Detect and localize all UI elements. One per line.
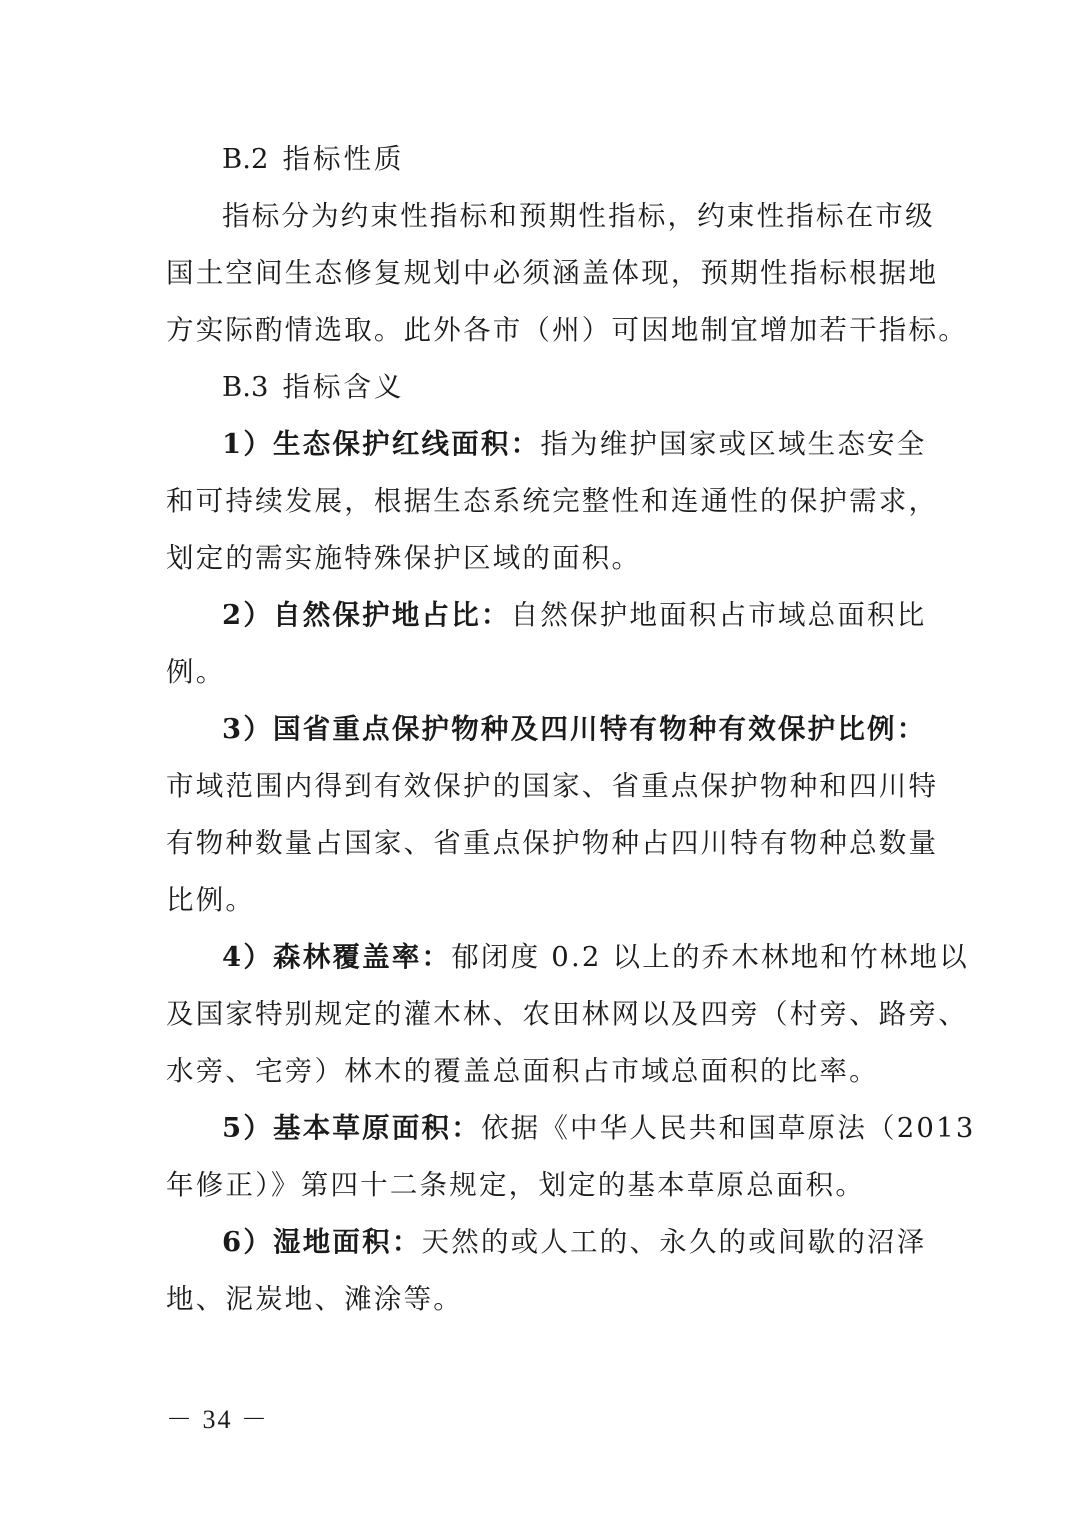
paragraph-line: 国土空间生态修复规划中必须涵盖体现，预期性指标根据地 (166, 257, 939, 289)
paragraph-line: 例。 (166, 656, 226, 688)
section-title: 指标性质 (282, 143, 405, 175)
paragraph-line: 年修正）》第四十二条规定，划定的基本草原总面积。 (166, 1169, 866, 1201)
paragraph-line: 及国家特别规定的灌木林、农田林网以及四旁（村旁、路旁、 (166, 998, 968, 1030)
indicator-definition: 天然的或人工的、永久的或间歇的沼泽 (421, 1226, 927, 1258)
indicator-definition: 郁闭度 0.2 以上的乔木林地和竹林地以 (451, 941, 969, 973)
indicator-term: 1）生态保护红线面积： (222, 428, 541, 460)
indicator-term: 3）国省重点保护物种及四川特有物种有效保护比例： (222, 713, 927, 745)
indicator-term: 5）基本草原面积： (222, 1112, 481, 1144)
indicator-item-1 (166, 416, 927, 473)
paragraph-line: 水旁、宅旁）林木的覆盖总面积占市域总面积的比率。 (166, 1055, 879, 1087)
paragraph-line: 划定的需实施特殊保护区域的面积。 (166, 542, 642, 574)
section-number: B.2 (222, 143, 269, 175)
indicator-term: 6）湿地面积： (222, 1226, 422, 1258)
indicator-term: 4）森林覆盖率： (222, 941, 452, 973)
indicator-item-6 (166, 1214, 927, 1271)
indicator-definition: 指为维护国家或区域生态安全 (540, 428, 927, 460)
section-title: 指标含义 (282, 371, 405, 403)
paragraph-line: 地、泥炭地、滩涂等。 (166, 1283, 463, 1315)
section-heading-b2 (166, 131, 916, 188)
page-number: － 34 － (166, 1405, 270, 1434)
document-page (166, 131, 976, 1328)
indicator-item-4 (166, 929, 969, 986)
paragraph-line: 市域范围内得到有效保护的国家、省重点保护物种和四川特 (166, 770, 939, 802)
indicator-definition: 依据《中华人民共和国草原法（2013 (480, 1112, 976, 1144)
indicator-item-5 (166, 1100, 976, 1157)
paragraph-line: 方实际酌情选取。此外各市（州）可因地制宜增加若干指标。 (166, 314, 968, 346)
indicator-definition: 自然保护地面积占市域总面积比 (510, 599, 927, 631)
indicator-term: 2）自然保护地占比： (222, 599, 511, 631)
paragraph-line: 指标分为约束性指标和预期性指标，约束性指标在市级 (222, 200, 935, 232)
section-heading-b3 (166, 359, 916, 416)
section-number: B.3 (222, 371, 269, 403)
paragraph-line: 比例。 (166, 884, 256, 916)
indicator-item-3 (166, 701, 927, 758)
paragraph-line: 有物种数量占国家、省重点保护物种占四川特有物种总数量 (166, 827, 939, 859)
indicator-item-2 (166, 587, 927, 644)
paragraph-line: 和可持续发展，根据生态系统完整性和连通性的保护需求， (166, 485, 939, 517)
